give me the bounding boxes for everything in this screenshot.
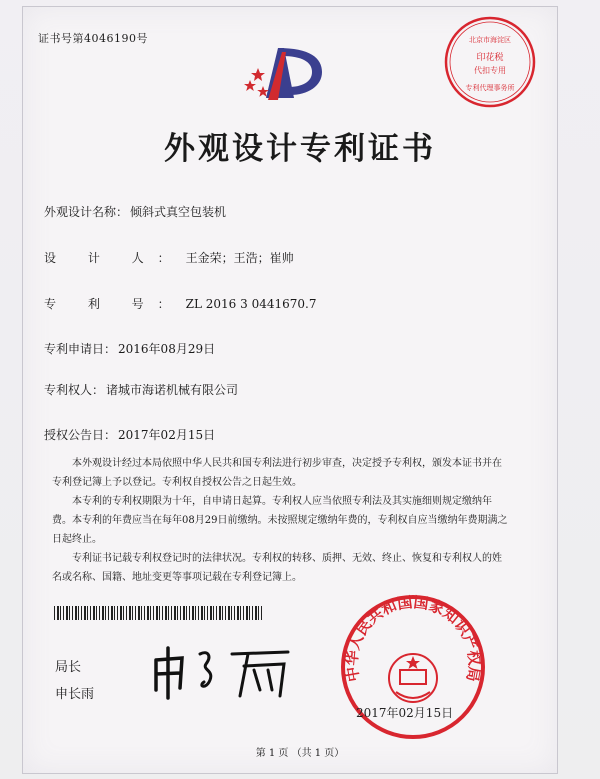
field-application-date bbox=[44, 340, 215, 357]
svg-text:代扣专用: 代扣专用 bbox=[474, 66, 506, 75]
field-value: ZL 2016 3 0441670.7 bbox=[185, 297, 317, 311]
field-design-name bbox=[44, 203, 226, 220]
field-grant-date bbox=[44, 426, 215, 443]
director-name: 申长雨 bbox=[55, 687, 95, 702]
svg-text:中华人民共和国国家知识产权局: 中华人民共和国国家知识产权局 bbox=[342, 593, 484, 684]
director-signature bbox=[148, 640, 298, 702]
field-patent-number bbox=[44, 295, 316, 312]
svg-text:专利代理事务所: 专利代理事务所 bbox=[465, 84, 515, 92]
field-patentee bbox=[44, 381, 238, 398]
field-label: 专 利 号： bbox=[44, 297, 184, 311]
field-value: 王金荣；王浩；崔帅 bbox=[185, 251, 294, 265]
body-paragraph: 本专利的专利权期限为十年，自申请日起算。专利权人应当依照专利法及其实施细则规定缴纳年费。本专利的年费应当在每年08月29日前缴纳。未按照规定缴纳年费的，专利权自应当缴纳年费期满之日起终止。 bbox=[52, 496, 508, 545]
barcode bbox=[54, 606, 262, 620]
certificate-body bbox=[52, 454, 510, 587]
field-label: 外观设计名称： bbox=[44, 205, 129, 219]
field-label: 专利权人： bbox=[44, 383, 105, 397]
field-value: 诸城市海诺机械有限公司 bbox=[106, 383, 239, 397]
field-label: 专利申请日： bbox=[44, 342, 117, 356]
field-value: 2017年02月15日 bbox=[118, 428, 216, 442]
certificate-title: 外观设计专利证书 bbox=[164, 131, 436, 167]
tax-stamp-seal bbox=[440, 12, 540, 112]
svg-text:印花税: 印花税 bbox=[476, 53, 504, 63]
field-value: 倾斜式真空包装机 bbox=[130, 205, 227, 219]
field-label: 设 计 人： bbox=[44, 251, 184, 265]
certificate-number: 证书号第4046190号 bbox=[38, 32, 148, 45]
page-footer: 第 1 页 （共 1 页） bbox=[255, 748, 345, 759]
body-paragraph: 专利证书记载专利权登记时的法律状况。专利权的转移、质押、无效、终止、恢复和专利权人的姓名或名称、国籍、地址变更等事项记载在专利登记簿上。 bbox=[52, 553, 502, 583]
body-paragraph: 本外观设计经过本局依照中华人民共和国专利法进行初步审查，决定授予专利权，颁发本证书并在专利登记簿上予以登记。专利权自授权公告之日起生效。 bbox=[52, 458, 502, 488]
field-value: 2016年08月29日 bbox=[118, 342, 216, 356]
issue-date: 2017年02月15日 bbox=[356, 706, 454, 720]
field-designers bbox=[44, 249, 294, 266]
sipo-logo-icon bbox=[238, 40, 338, 112]
svg-text:北京市海淀区: 北京市海淀区 bbox=[469, 36, 511, 44]
field-label: 授权公告日： bbox=[44, 428, 117, 442]
director-title: 局长 bbox=[55, 660, 82, 675]
